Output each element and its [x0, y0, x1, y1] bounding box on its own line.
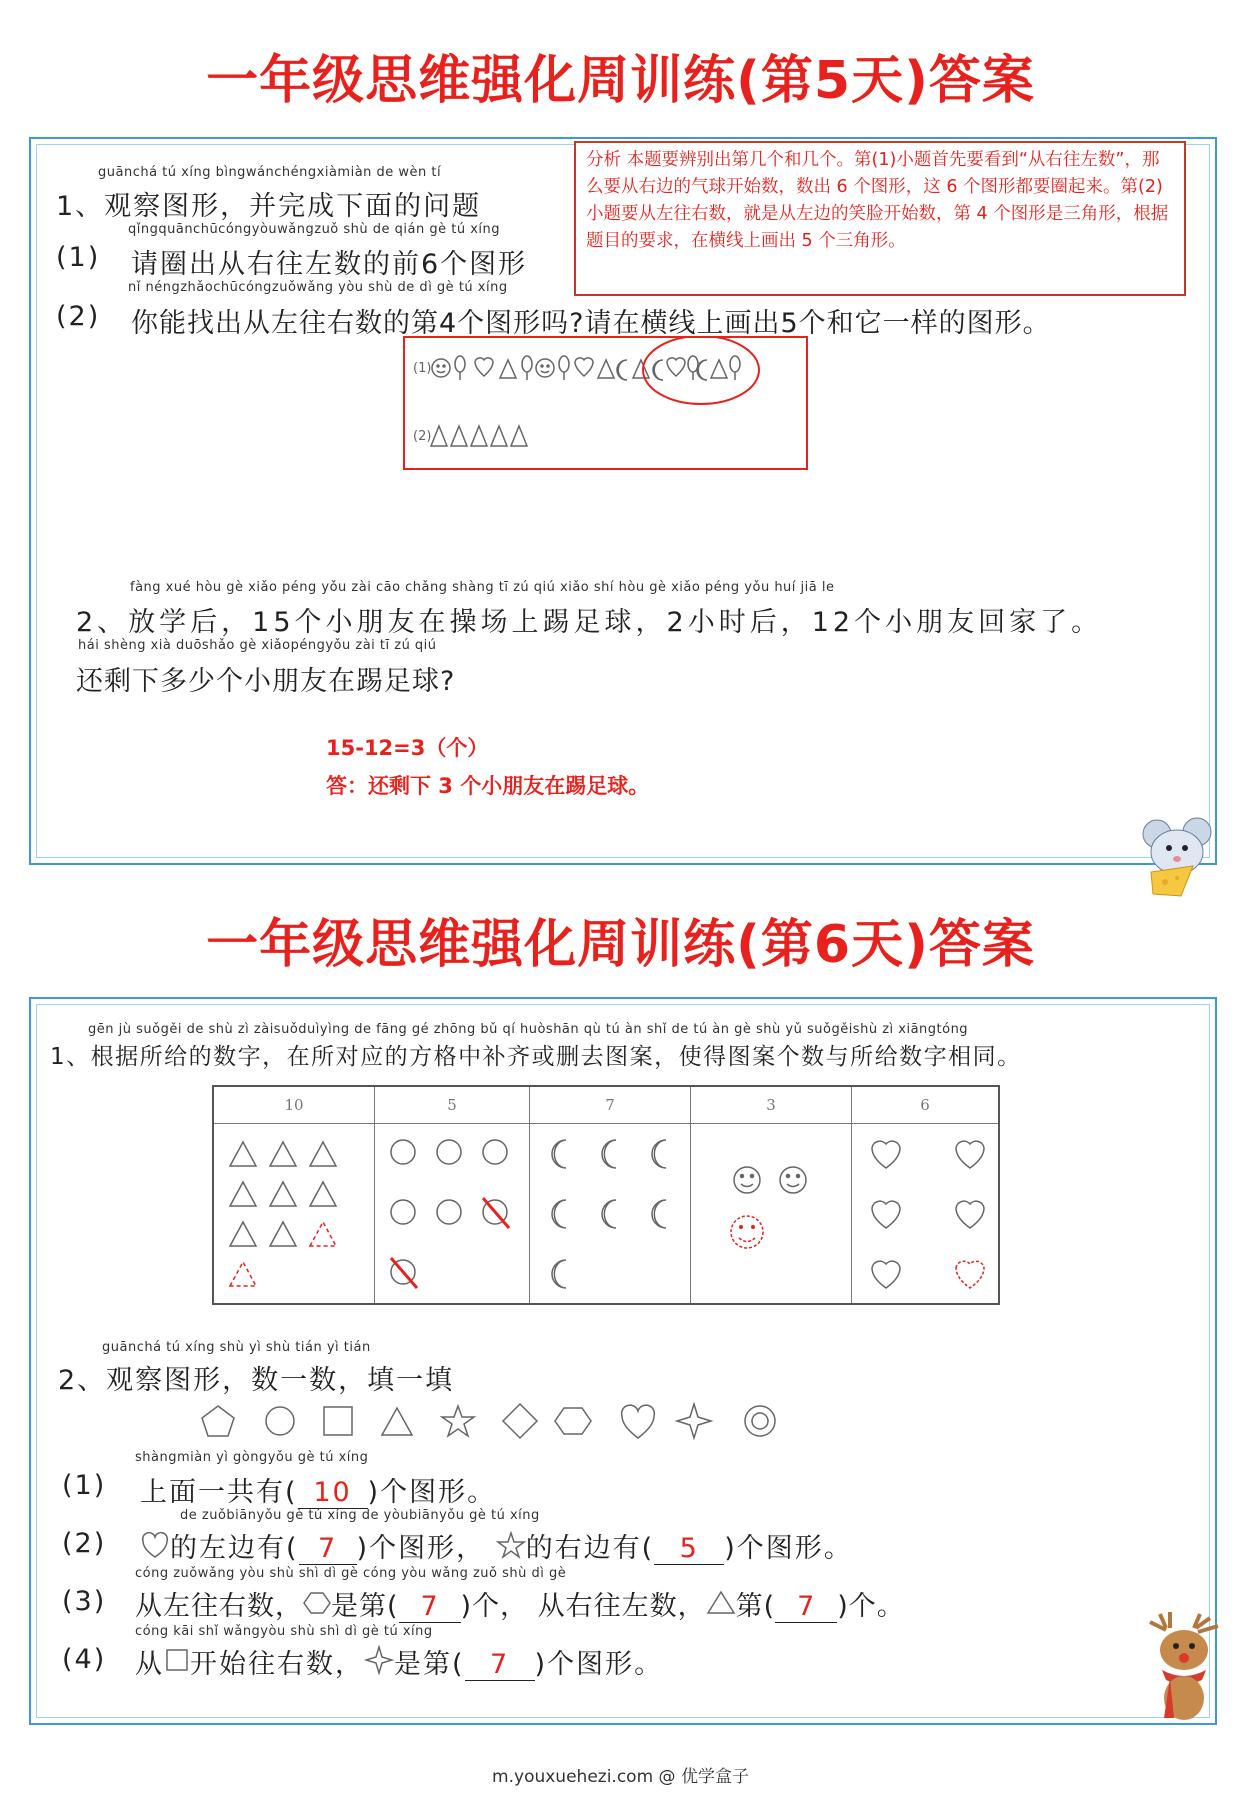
q1-p1-num: (1) [56, 242, 101, 273]
d6-q1-text: 1、根据所给的数字，在所对应的方格中补齐或删去图案，使得图案个数与所给数字相同。 [50, 1044, 1022, 1070]
s2-d: )个图形。 [724, 1533, 853, 1564]
s4-a: 从 [135, 1649, 164, 1680]
s2-answer-2: 5 [654, 1533, 724, 1565]
grid-header-3: 7 [530, 1086, 691, 1124]
grid-header-2: 5 [375, 1086, 530, 1124]
grid-cell-triangles [213, 1124, 375, 1305]
shape-lineup [198, 1400, 798, 1442]
s3-a: 从左往右数， [135, 1591, 303, 1622]
s3-pinyin: cóng zuǒwǎng yòu shù shì dì gè cóng yòu wǎng zuǒ shù dì gè [135, 1566, 567, 1581]
s3-b: 是第( [331, 1591, 399, 1622]
s1-pinyin: shàngmiàn yì gòngyǒu gè tú xíng [135, 1450, 369, 1465]
grid-cell-hearts [852, 1124, 1000, 1305]
star-icon [496, 1531, 526, 1559]
diamond-icon [503, 1404, 537, 1438]
q1-p1-text: 请圈出从右往左数的前6个图形 [131, 249, 528, 280]
s3-e: )个。 [837, 1591, 905, 1622]
s1-answer: 10 [298, 1477, 368, 1509]
s2-line [140, 1526, 853, 1565]
star-icon [442, 1406, 474, 1436]
s2-b: )个图形， [356, 1533, 486, 1564]
hexagon-icon [303, 1589, 331, 1617]
q2-text-2: 还剩下多少个小朋友在踢足球? [76, 666, 456, 697]
s4-pinyin: cóng kāi shǐ wǎngyòu shù shì dì gè tú xíng [135, 1624, 433, 1639]
q1-pinyin: guānchá tú xíng bìngwánchéngxiàmiàn de wèn tí [98, 165, 442, 180]
d6-q2-text: 2、观察图形，数一数，填一填 [58, 1365, 455, 1396]
page-title-day6: 一年级思维强化周训练(第6天)答案 [206, 915, 1035, 975]
fig-label-2: (2) [413, 429, 432, 444]
d6-q1-pinyin: gēn jù suǒgěi de shù zì zàisuǒduìyìng de fāng gé zhōng bǔ qí huòshān qù tú àn shǐ de tú àn gè shù yǔ suǒgěishù zì xiāngtóng [88, 1022, 969, 1037]
s3-num: (3) [62, 1586, 107, 1617]
triangle-icon [382, 1408, 412, 1435]
s3-d: 第( [735, 1591, 776, 1622]
s3-c: )个， 从右往左数， [460, 1591, 706, 1622]
q2-pinyin-2: hái shèng xià duōshǎo gè xiǎopéngyǒu zài tī zú qiú [78, 638, 437, 653]
q1-p1-pinyin: qǐngquānchūcóngyòuwǎngzuǒ shù de qián gè tú xíng [128, 222, 501, 237]
q1-p2-num: (2) [56, 301, 101, 332]
analysis-box: 分析 本题要辨别出第几个和几个。第(1)小题首先要看到“从右往左数”，那么要从右边的气球开始数，数出 6 个图形，这 6 个图形都要圈起来。第(2)小题要从左往右数，就是从左边的笑脸开始数，第 4 个图形是三角形，根据题目的要求，在横线上画出 5 个三角形。 [574, 141, 1186, 296]
s1-post: )个图形。 [367, 1477, 497, 1508]
fig-label-1: (1) [413, 361, 432, 376]
s4-num: (4) [62, 1644, 107, 1675]
s1-line [140, 1470, 496, 1509]
target-icon [745, 1406, 775, 1436]
grid-cell-circles [375, 1124, 530, 1305]
s4-answer: 7 [465, 1649, 535, 1681]
d6-q2-pinyin: guānchá tú xíng shù yì shù tián yì tián [102, 1340, 371, 1355]
s4-d: )个图形。 [534, 1649, 664, 1680]
s2-pinyin: de zuǒbiānyǒu gè tú xíng de yòubiānyǒu gè tú xíng [180, 1508, 540, 1523]
sparkle-icon [677, 1404, 711, 1438]
grid-header-1: 10 [213, 1086, 375, 1124]
grid-header-4: 3 [691, 1086, 852, 1124]
sparkle-icon [364, 1645, 394, 1675]
s3-answer-2: 7 [775, 1591, 837, 1623]
q2-text-1: 2、放学后，15个小朋友在操场上踢足球，2小时后，12个小朋友回家了。 [76, 607, 1103, 638]
footer-watermark: m.youxuehezi.com @ 优学盒子 [492, 1767, 749, 1787]
grid-cell-moons [530, 1124, 691, 1305]
q2-pinyin-1: fàng xué hòu gè xiǎo péng yǒu zài cāo chǎng shàng tī zú qiú xiǎo shí hòu gè xiǎo péng yǒu huí jiā le [130, 580, 835, 595]
s2-c: 的右边有( [525, 1533, 655, 1564]
mouse-mascot-icon [1135, 812, 1229, 898]
grid-cell-smileys [691, 1124, 852, 1305]
grid-header-5: 6 [852, 1086, 1000, 1124]
s2-answer-1: 7 [299, 1533, 357, 1565]
page-title-day5: 一年级思维强化周训练(第5天)答案 [206, 51, 1035, 111]
pentagon-icon [202, 1406, 234, 1436]
s1-pre: 上面一共有( [140, 1477, 298, 1508]
triangle-icon [706, 1589, 736, 1617]
s1-num: (1) [62, 1470, 107, 1501]
answer-equation: 15-12=3（个） [326, 736, 489, 760]
figure-shapes [405, 338, 806, 468]
s2-a: 的左边有( [170, 1533, 299, 1564]
q1-p2-pinyin: nǐ néngzhǎochūcóngzuǒwǎng yòu shù de dì gè tú xíng [128, 280, 508, 295]
answer-figure-box [403, 336, 808, 470]
s4-b: 开始往右数， [190, 1649, 364, 1680]
s4-line [135, 1642, 663, 1681]
s3-line [135, 1584, 905, 1623]
heart-icon [622, 1405, 655, 1438]
q1-p2-text: 你能找出从左往右数的第4个图形吗?请在横线上画出5个和它一样的图形。 [131, 308, 1051, 339]
hexagon-icon [555, 1408, 591, 1434]
s3-answer-1: 7 [399, 1591, 461, 1623]
s4-c: 是第( [394, 1649, 465, 1680]
heart-icon [140, 1531, 170, 1559]
q1-text: 1、观察图形，并完成下面的问题 [56, 191, 482, 222]
reindeer-mascot-icon [1140, 1608, 1230, 1726]
count-grid [212, 1085, 1000, 1305]
s2-num: (2) [62, 1528, 107, 1559]
square-icon [164, 1647, 190, 1675]
answer-sentence: 答：还剩下 3 个小朋友在踢足球。 [326, 774, 650, 798]
square-icon [324, 1407, 352, 1435]
circle-icon [266, 1407, 294, 1435]
